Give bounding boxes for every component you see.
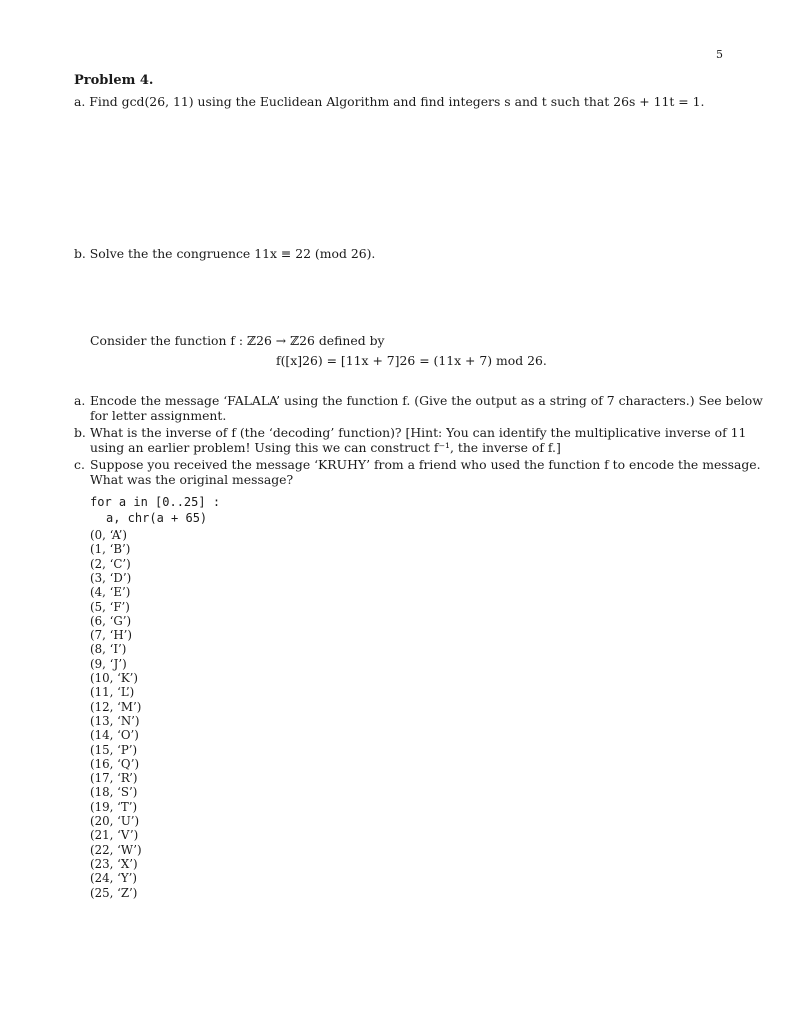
letter-mapping-item: (0, ‘A’): [90, 528, 127, 542]
question-c-label: c.: [74, 457, 85, 472]
code-line-2: a, chr(a + 65): [106, 511, 208, 525]
letter-mapping-item: (23, ‘X’): [90, 856, 138, 871]
letter-mapping-item: (8, ‘I’): [90, 642, 127, 657]
function-intro: Consider the function f : ℤ26 → ℤ26 defined by: [90, 333, 385, 348]
letter-mapping-item: (5, ‘F’): [90, 599, 130, 614]
problem-part-b: b. Solve the the congruence 11x ≡ 22 (mod 26).: [74, 246, 376, 261]
letter-mapping-item: (19, ‘T’): [90, 799, 138, 814]
letter-mapping-item: (2, ‘C’): [90, 556, 131, 571]
letter-mapping-item: (24, ‘Y’): [90, 871, 138, 886]
problem-heading: Problem 4.: [74, 73, 154, 88]
letter-mapping-item: (4, ‘E’): [90, 585, 131, 600]
letter-mapping-item: (11, ‘L’): [90, 685, 135, 700]
page-number: 5: [716, 48, 723, 61]
code-line-1: for a in [0..25] :: [90, 495, 221, 509]
letter-mapping-item: (15, ‘P’): [90, 742, 138, 757]
letter-mapping-item: (1, ‘B’): [90, 542, 131, 557]
letter-mapping-item: (10, ‘K’): [90, 671, 139, 685]
letter-mapping-item: (7, ‘H’): [90, 628, 132, 643]
letter-mapping-item: (18, ‘S’): [90, 785, 138, 800]
function-formula: f([x]26) = [11x + 7]26 = (11x + 7) mod 26.: [276, 353, 547, 368]
question-b-line2: using an earlier problem! Using this we can construct f⁻¹, the inverse of f.]: [90, 440, 561, 455]
letter-mapping-item: (6, ‘G’): [90, 613, 132, 628]
problem-part-a: a. Find gcd(26, 11) using the Euclidean Algorithm and find integers s and t such that 26s + 11t = 1.: [74, 94, 705, 109]
letter-mapping-item: (17, ‘R’): [90, 771, 138, 786]
letter-mapping-item: (25, ‘Z’): [90, 885, 138, 900]
letter-mapping-item: (20, ‘U’): [90, 814, 140, 828]
letter-mapping-item: (16, ‘Q’): [90, 756, 140, 771]
question-a-line1: Encode the message ‘FALALA’ using the function f. (Give the output as a string of 7 characters.) See below: [90, 393, 763, 408]
question-a-label: a.: [74, 393, 86, 408]
letter-mapping-item: (9, ‘J’): [90, 656, 127, 671]
letter-mapping-item: (22, ‘W’): [90, 842, 142, 857]
question-b-label: b.: [74, 425, 86, 440]
question-b-line1: What is the inverse of f (the ‘decoding’ function)? [Hint: You can identify the multiplicative inverse of 11: [90, 425, 747, 440]
question-c-line2: What was the original message?: [90, 472, 294, 487]
letter-mapping-item: (3, ‘D’): [90, 570, 132, 585]
letter-mapping-item: (13, ‘N’): [90, 713, 140, 728]
letter-mapping-item: (12, ‘M’): [90, 699, 142, 714]
letter-mapping-item: (21, ‘V’): [90, 828, 139, 843]
question-c-line1: Suppose you received the message ‘KRUHY’ from a friend who used the function f to encode the message.: [90, 457, 761, 472]
letter-mapping-item: (14, ‘O’): [90, 728, 139, 743]
question-a-line2: for letter assignment.: [90, 408, 227, 423]
